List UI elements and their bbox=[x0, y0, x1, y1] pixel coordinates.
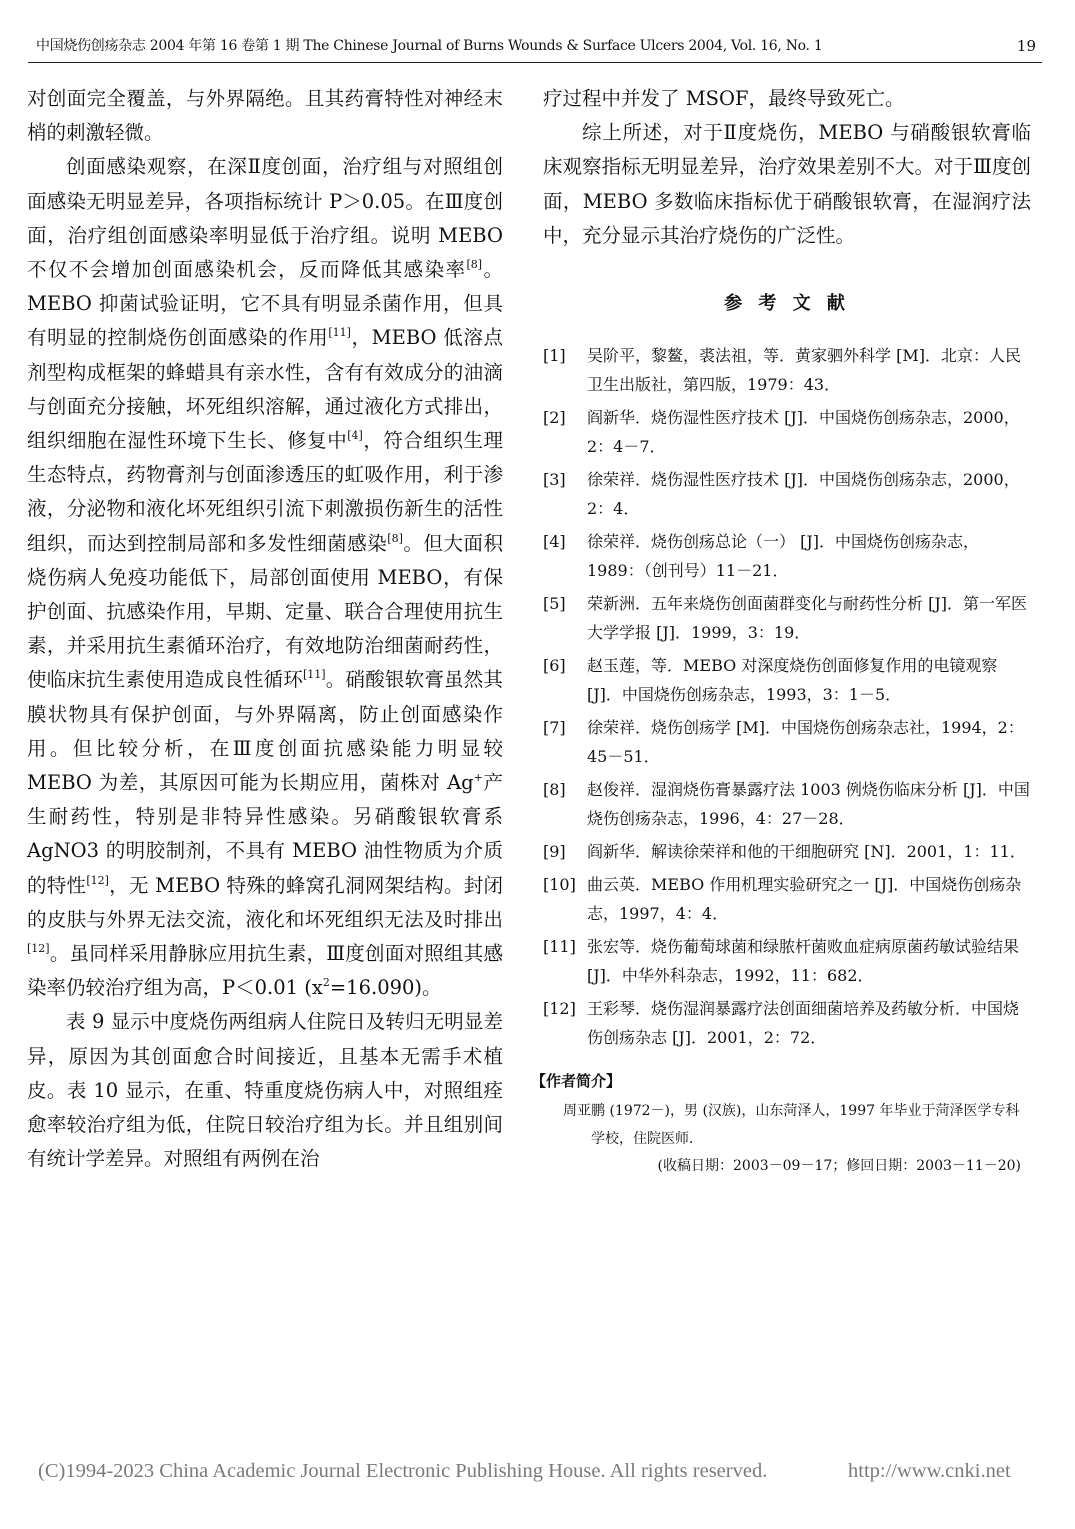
reference-number: [6] bbox=[543, 656, 566, 676]
reference-item bbox=[543, 713, 1031, 771]
text-run: 。MEBO 抑菌试验证明，它不具有明显杀菌作用，但具有明显的控制烧伤创面感染的作用 bbox=[27, 258, 503, 350]
page-number: 19 bbox=[1016, 37, 1036, 55]
reference-text: 荣新洲．五年来烧伤创面菌群变化与耐药性分析 [J]．第一军医大学学报 [J]．1999，3：19． bbox=[587, 594, 1027, 643]
paragraph-3: 表 9 显示中度烧伤两组病人住院日及转归无明显差异，原因为其创面愈合时间接近，且基本无需手术植皮。表 10 显示，在重、特重度烧伤病人中，对照组痊愈率较治疗组为低，住院日较治疗组为长。并且组别间有统计学差异。对照组有两例在治 bbox=[27, 1010, 503, 1171]
reference-number: [11] bbox=[543, 937, 576, 957]
reference-text: 徐荣祥．烧伤创疡学 [M]．中国烧伤创疡杂志社，1994，2：45－51． bbox=[587, 718, 1024, 767]
text-run: 创面感染观察，在深Ⅱ度创面，治疗组与对照组创面感染无明显差异，各项指标统计 P＞0.05。在Ⅲ度创面，治疗组创面感染率明显低于治疗组。说明 MEBO 不仅不会增加创面感染机会，反而降低其感染率 bbox=[27, 155, 503, 282]
reference-number: [2] bbox=[543, 408, 566, 428]
reference-text: 赵俊祥．湿润烧伤膏暴露疗法 1003 例烧伤临床分析 [J]．中国烧伤创疡杂志，1996，4：27－28． bbox=[587, 780, 1030, 829]
reference-item bbox=[543, 341, 1031, 399]
reference-number: [7] bbox=[543, 718, 566, 738]
text-run: =16.090)。 bbox=[329, 976, 442, 1000]
reference-text: 曲云英．MEBO 作用机理实验研究之一 [J]．中国烧伤创疡杂志，1997，4：4． bbox=[587, 875, 1022, 924]
author-info-text: 周亚鹏 (1972－)，男 (汉族)，山东菏泽人，1997 年毕业于菏泽医学专科学校，住院医师． bbox=[563, 1103, 1020, 1148]
reference-number: [4] bbox=[543, 532, 566, 552]
reference-item bbox=[543, 837, 1031, 866]
reference-text: 吴阶平，黎鳌，裘法祖，等．黄家驷外科学 [M]．北京：人民卫生出版社，第四版，1979：43． bbox=[587, 346, 1021, 395]
citation: [12] bbox=[86, 873, 109, 887]
reference-text: 张宏等．烧伤葡萄球菌和绿脓杆菌败血症病原菌药敏试验结果 [J]．中华外科杂志，1992，11：682． bbox=[587, 937, 1020, 986]
citation: [4] bbox=[347, 429, 363, 443]
reference-number: [5] bbox=[543, 594, 566, 614]
reference-item bbox=[543, 589, 1031, 647]
superscript-2: 2 bbox=[322, 976, 330, 990]
reference-number: [12] bbox=[543, 999, 576, 1019]
reference-item bbox=[543, 932, 1031, 990]
footer-url: http://www.cnki.net bbox=[848, 1460, 1011, 1482]
reference-text: 王彩琴．烧伤湿润暴露疗法创面细菌培养及药敏分析．中国烧伤创疡杂志 [J]．2001，2：72． bbox=[587, 999, 1020, 1048]
reference-item bbox=[543, 527, 1031, 585]
copyright-footer bbox=[38, 1460, 1038, 1483]
reference-text: 徐荣祥．烧伤湿性医疗技术 [J]．中国烧伤创疡杂志，2000，2：4． bbox=[587, 470, 1020, 519]
text-run: 。但大面积烧伤病人免疫功能低下，局部创面使用 MEBO，有保护创面、抗感染作用，早期、定量、联合合理使用抗生素，并采用抗生素循环治疗，有效地防治细菌耐药性，使临床抗生素使用造成良性循环 bbox=[27, 531, 503, 692]
text-run: ，符合组织生理生态特点，药物膏剂与创面渗透压的虹吸作用，利于渗液，分泌物和液化坏死组织引流下刺激损伤新生的活性组织，而达到控制局部和多发性细菌感染 bbox=[27, 429, 503, 555]
reference-item bbox=[543, 465, 1031, 523]
reference-number: [10] bbox=[543, 875, 576, 895]
reference-number: [1] bbox=[543, 346, 566, 366]
reference-list bbox=[543, 341, 1031, 1052]
reference-item bbox=[543, 870, 1031, 928]
text-run: 。虽同样采用静脉应用抗生素，Ⅲ度创面对照组其感染率仍较治疗组为高，P＜0.01 (x bbox=[27, 942, 503, 1000]
citation: [8] bbox=[466, 258, 483, 272]
reference-text: 阎新华．解读徐荣祥和他的干细胞研究 [N]．2001，1：11． bbox=[587, 842, 1026, 862]
reference-number: [3] bbox=[543, 470, 566, 490]
paragraph-1: 对创面完全覆盖，与外界隔绝。且其药膏特性对神经末梢的刺激轻微。 bbox=[27, 87, 503, 145]
superscript-plus: + bbox=[473, 771, 483, 785]
received-dates: (收稿日期：2003－09－17；修回日期：2003－11－20) bbox=[657, 1158, 1021, 1175]
running-title: 中国烧伤创疡杂志 2004 年第 16 卷第 1 期 The Chinese Journal of Burns Wounds & Surface Ulcers 2004, Vol. 16, No. 1 bbox=[36, 38, 823, 54]
citation: [11] bbox=[328, 326, 351, 340]
reference-number: [8] bbox=[543, 780, 566, 800]
citation: [11] bbox=[302, 668, 326, 682]
text-run: ，无 MEBO 特殊的蜂窝孔洞网架结构。封闭的皮肤与外界无法交流，液化和坏死组织无法及时排出 bbox=[27, 873, 503, 931]
paragraph-2 bbox=[27, 150, 503, 1005]
reference-text: 赵玉莲，等．MEBO 对深度烧伤创面修复作用的电镜观察 [J]．中国烧伤创疡杂志，1993，3：1－5． bbox=[587, 656, 998, 705]
citation: [8] bbox=[387, 531, 403, 545]
paragraph-continued: 疗过程中并发了 MSOF，最终导致死亡。 bbox=[543, 87, 905, 110]
copyright-text: (C)1994-2023 China Academic Journal Electronic Publishing House. All rights reserved. bbox=[38, 1460, 768, 1482]
author-info-title: 【作者简介】 bbox=[531, 1072, 622, 1091]
running-header bbox=[36, 34, 1036, 60]
text-run: 。硝酸银软膏虽然其膜状物具有保护创面，与外界隔离，防止创面感染作用。但比较分析，在Ⅲ度创面抗感染能力明显较 MEBO 为差，其原因可能为长期应用，菌株对 Ag bbox=[27, 668, 503, 795]
reference-item bbox=[543, 651, 1031, 709]
citation: [12] bbox=[27, 942, 50, 956]
text-run: ，MEBO 低溶点剂型构成框架的蜂蜡具有亲水性，含有有效成分的油滴与创面充分接触，坏死组织溶解，通过液化方式排出，组织细胞在湿性环境下生长、修复中 bbox=[27, 326, 503, 453]
reference-item bbox=[543, 775, 1031, 833]
references-title: 参 考 文 献 bbox=[724, 293, 850, 315]
left-column bbox=[27, 82, 503, 1177]
reference-text: 阎新华．烧伤湿性医疗技术 [J]．中国烧伤创疡杂志，2000，2：4－7． bbox=[587, 408, 1020, 457]
right-column bbox=[531, 82, 1031, 1175]
reference-item bbox=[543, 994, 1031, 1052]
header-rule bbox=[28, 62, 1042, 63]
reference-number: [9] bbox=[543, 842, 566, 862]
reference-item bbox=[543, 403, 1031, 461]
reference-text: 徐荣祥．烧伤创疡总论（一） [J]．中国烧伤创疡杂志，1989：（创刊号）11－21． bbox=[587, 532, 979, 581]
text-run: 产生耐药性，特别是非特异性感染。另硝酸银软膏系 AgNO3 的明胶制剂，不具有 MEBO 油性物质为介质的特性 bbox=[27, 771, 503, 897]
conclusion-paragraph: 综上所述，对于Ⅱ度烧伤，MEBO 与硝酸银软膏临床观察指标无明显差异，治疗效果差别不大。对于Ⅲ度创面，MEBO 多数临床指标优于硝酸银软膏，在湿润疗法中，充分显示其治疗烧伤的广泛性。 bbox=[543, 121, 1031, 247]
